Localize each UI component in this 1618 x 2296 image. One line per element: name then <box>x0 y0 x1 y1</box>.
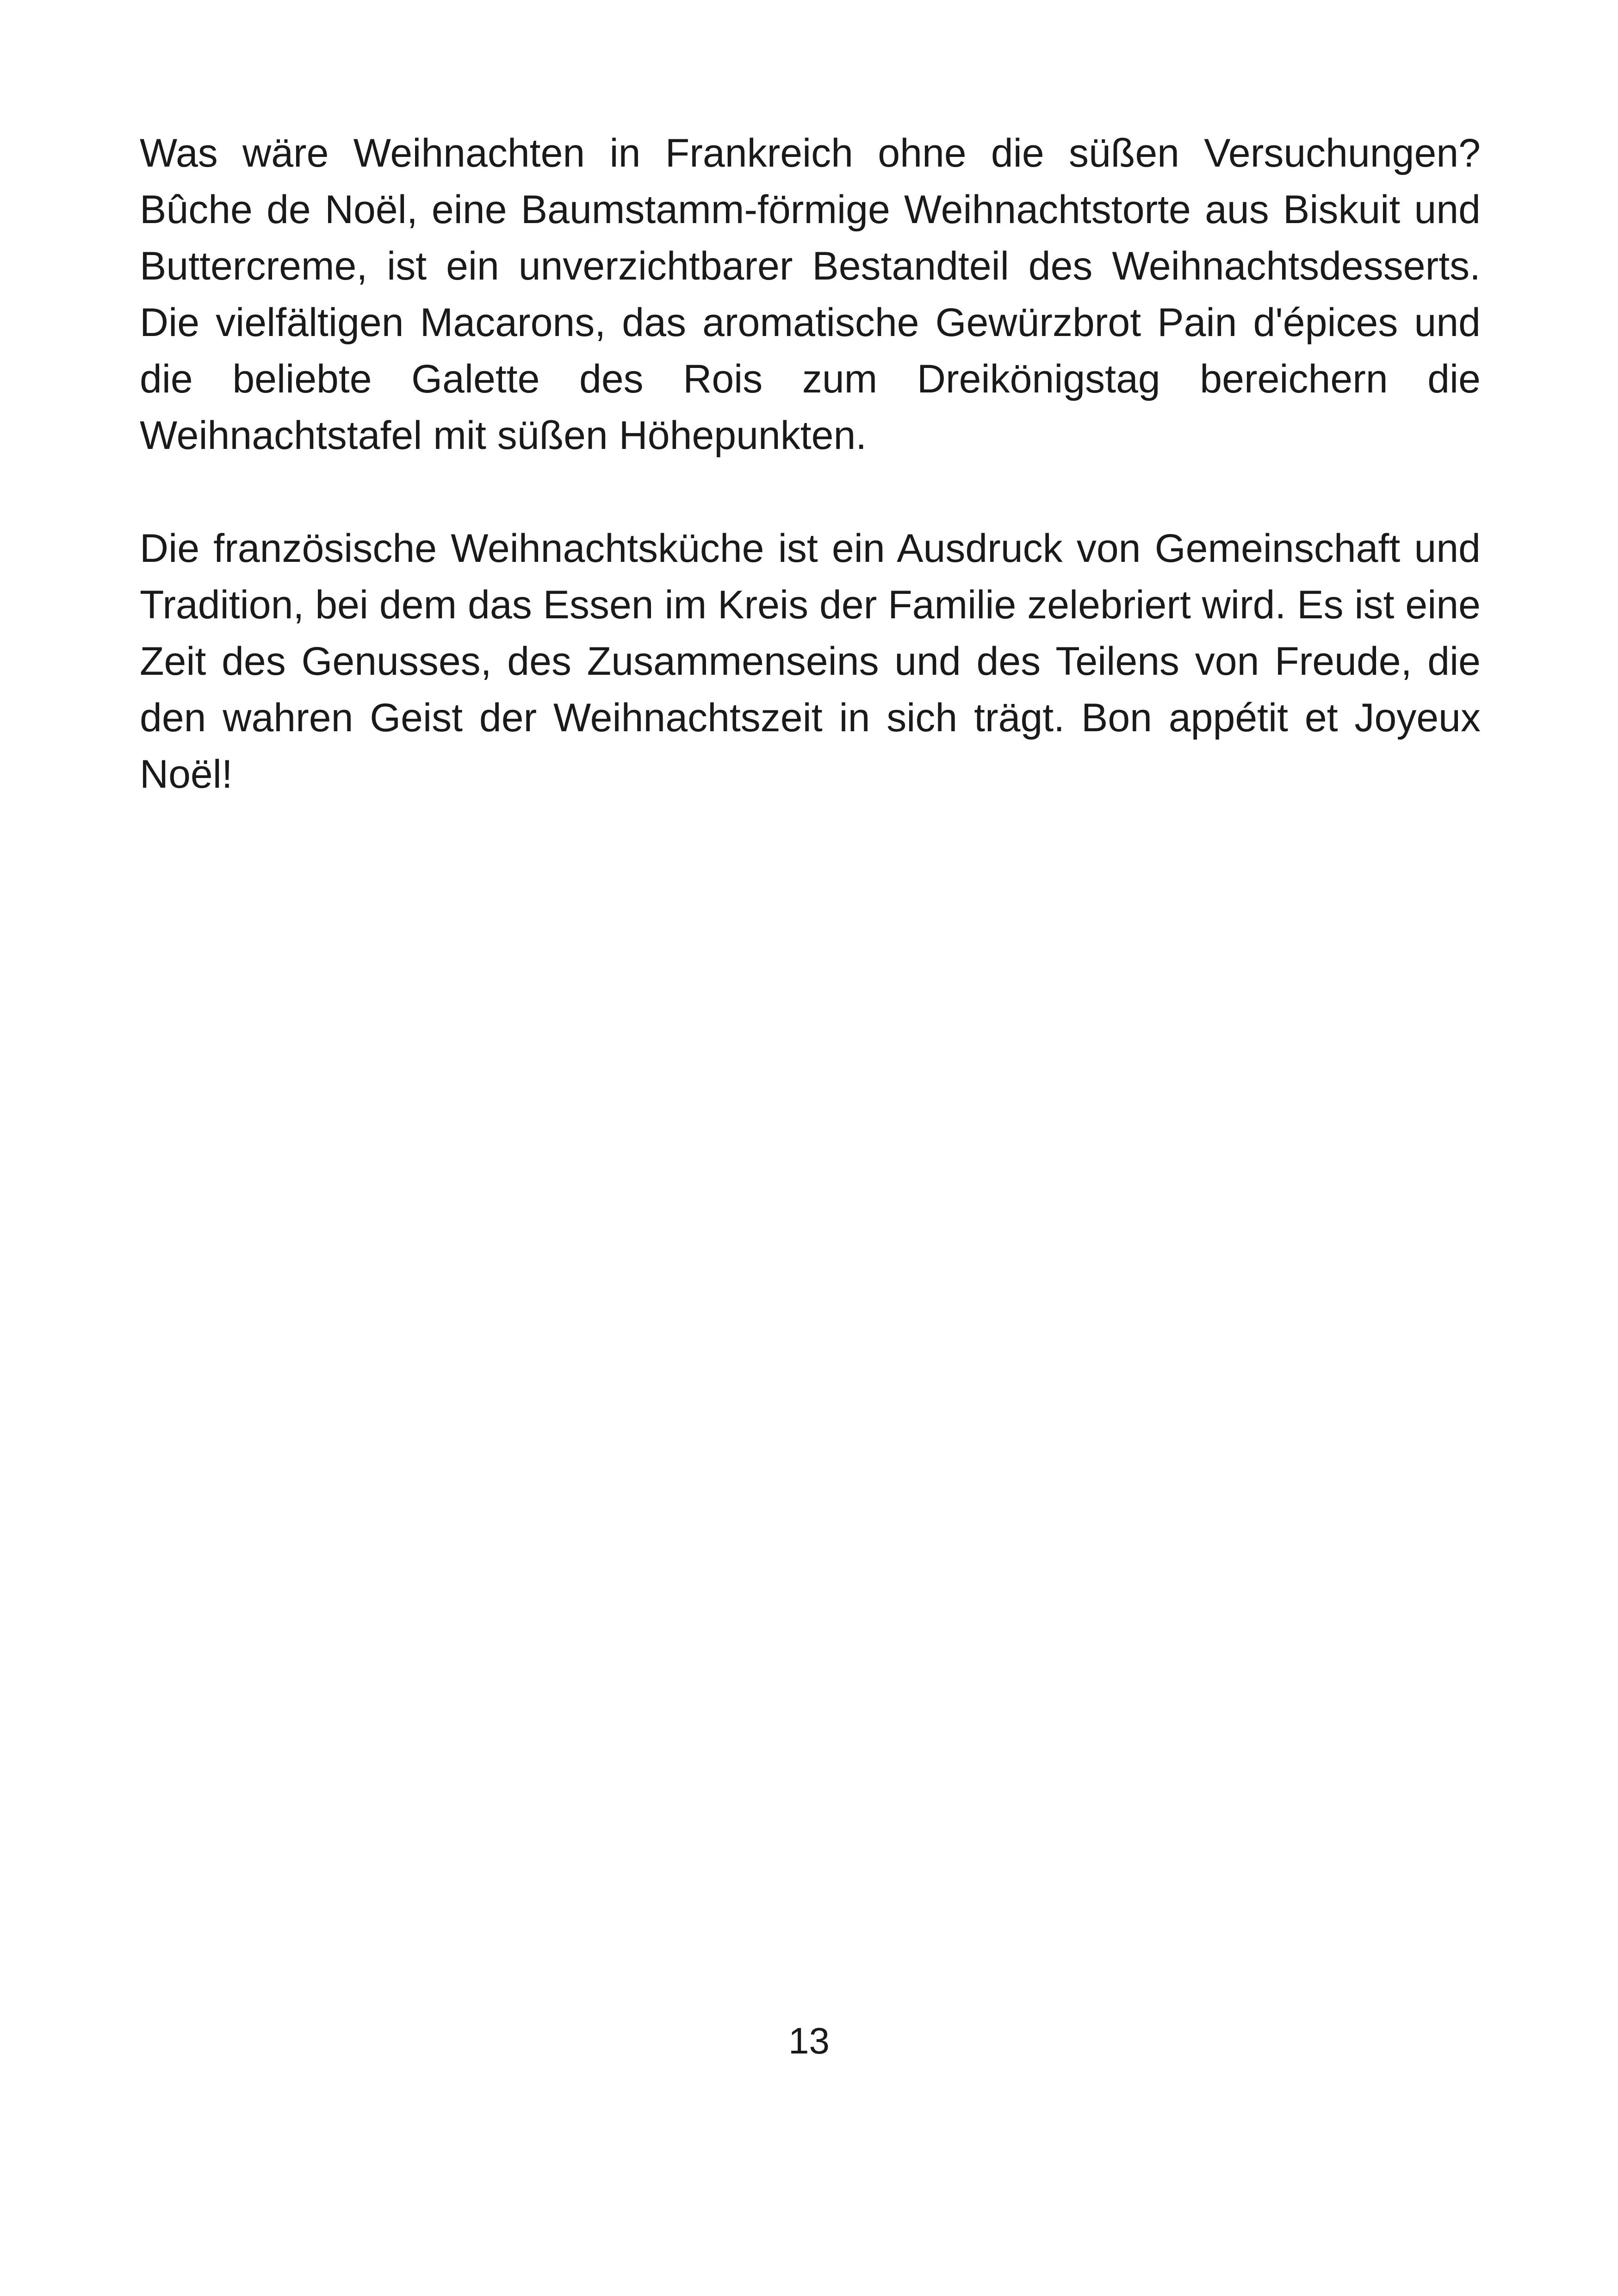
page-number: 13 <box>788 2020 830 2061</box>
body-text <box>140 125 1481 859</box>
paragraph-tradition: Die französische Weihnachtsküche ist ein Ausdruck von Gemeinschaft und Tradition, bei dem das Essen im Kreis der Familie zelebriert wird. Es ist eine Zeit des Genusses, des Zusammenseins und des Teilens von Freude, die den wahren Geist der Weihnachtszeit in sich trägt. Bon appétit et Joyeux Noël! <box>140 526 1481 796</box>
paragraph-sweets: Was wäre Weihnachten in Frankreich ohne die süßen Versuchungen? Bûche de Noël, eine Baumstamm-förmige Weihnachtstorte aus Biskuit und Buttercreme, ist ein unverzichtbarer Bestandteil des Weihnachtsdesserts. Die vielfältigen Macarons, das aromatische Gewürzbrot Pain d'épices und die beliebte Galette des Rois zum Dreikönigstag bereichern die Weihnachtstafel mit süßen Höhepunkten. <box>140 131 1481 458</box>
